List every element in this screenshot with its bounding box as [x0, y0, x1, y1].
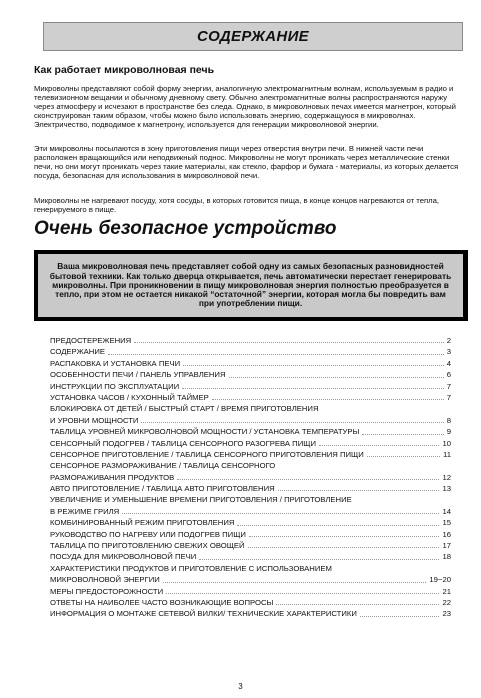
toc-entry — [50, 335, 451, 346]
toc-entry-page: 11 — [443, 449, 451, 459]
toc-entry — [50, 426, 451, 437]
toc-entry — [50, 540, 451, 551]
toc-entry-title: СЕНСОРНЫЙ ПОДОГРЕВ / ТАБЛИЦА СЕНСОРНОГО РАЗОГРЕВА ПИЩИ — [50, 438, 316, 448]
toc-leader-dots — [278, 490, 440, 491]
toc-leader-dots — [163, 582, 427, 583]
toc-entry-title: СОДЕРЖАНИЕ — [50, 347, 105, 357]
toc-entry — [50, 563, 451, 574]
toc-entry-title: СЕНСОРНОЕ ПРИГОТОВЛЕНИЕ / ТАБЛИЦА СЕНСОРНОГО ПРИГОТОВЛЕНИЯ ПИЩИ — [50, 449, 364, 459]
toc-entry — [50, 415, 451, 426]
toc-leader-dots — [249, 536, 440, 537]
page-number: 3 — [238, 682, 243, 691]
toc-entry-page: 7 — [446, 392, 451, 402]
toc-entry-title: РАСПАКОВКА И УСТАНОВКА ПЕЧИ — [50, 358, 181, 368]
toc-entry-page: 8 — [446, 415, 451, 425]
toc-leader-dots — [108, 354, 444, 355]
toc-entry-page: 13 — [442, 484, 451, 494]
toc-entry — [50, 586, 451, 597]
toc-entry-page: 3 — [446, 347, 451, 357]
toc-entry-page: 9 — [446, 427, 451, 437]
toc-leader-dots — [229, 377, 444, 378]
toc-leader-dots — [166, 593, 439, 594]
toc-entry-page: 21 — [442, 586, 451, 596]
paragraph-1: Микроволны представляют собой форму энергии, аналогичную электромагнитным волнам, используемым в радио и телевизионном вещании и обычному дневному свету. Обычно электромагнитные волны распространяются наружу через атмосферу и исчезают в пространстве без следа. Однако, в микроволновых печах имеется магнетрон, который сконструирован таким образом, чтобы можно было использовать энергию, содержащуюся в микроволнах. Электричество, подводимое к магнетрону, используется для генерации микроволновой энергии. — [34, 84, 456, 129]
toc-entry-title: ТАБЛИЦА ПО ПРИГОТОВЛЕНИЮ СВЕЖИХ ОВОЩЕЙ — [50, 541, 245, 551]
toc-entry — [50, 403, 451, 414]
toc-leader-dots — [212, 399, 444, 400]
toc-leader-dots — [319, 445, 439, 446]
toc-entry-title: АВТО ПРИГОТОВЛЕНИЕ / ТАБЛИЦА АВТО ПРИГОТОВЛЕНИЯ — [50, 484, 275, 494]
toc-entry — [50, 608, 451, 619]
page-title-banner — [43, 22, 463, 51]
toc-entry-title: ИНСТРУКЦИИ ПО ЭКСПЛУАТАЦИИ — [50, 381, 180, 391]
paragraph-2: Эти микроволны посылаются в зону приготовления пищи через отверстия внутри печи. В нижней части печи расположен вращающийся или неподвижный поднос. Микроволны не могут проникать через металлические стенки печи, но они могут проникать через такие материалы, как стекло, фарфор и бумага - материалы, из которых делается посуда, безопасная для использования в микроволновой печи. — [34, 144, 459, 180]
toc-entry-title: ХАРАКТЕРИСТИКИ ПРОДУКТОВ И ПРИГОТОВЛЕНИЕ С ИСПОЛЬЗОВАНИЕМ — [50, 563, 332, 573]
toc-leader-dots — [237, 525, 439, 526]
toc-entry — [50, 449, 451, 460]
toc-entry-title: УСТАНОВКА ЧАСОВ / КУХОННЫЙ ТАЙМЕР — [50, 392, 209, 402]
toc-entry-page: 17 — [442, 541, 451, 551]
toc-leader-dots — [276, 604, 439, 605]
toc-entry — [50, 483, 451, 494]
toc-entry — [50, 438, 451, 449]
section-heading-safe-device: Очень безопасное устройство — [34, 218, 337, 239]
toc-entry-page: 6 — [446, 370, 451, 380]
toc-entry-title: В РЕЖИМЕ ГРИЛЯ — [50, 506, 120, 516]
toc-entry-page: 14 — [442, 506, 451, 516]
toc-entry-page: 7 — [446, 381, 451, 391]
toc-entry-title: ПОСУДА ДЛЯ МИКРОВОЛНОВОЙ ПЕЧИ — [50, 552, 197, 562]
toc-entry-page: 2 — [446, 335, 451, 345]
toc-entry-title: РАЗМОРАЖИВАНИЯ ПРОДУКТОВ — [50, 472, 175, 482]
toc-leader-dots — [367, 456, 440, 457]
toc-entry-title: ПРЕДОСТЕРЕЖЕНИЯ — [50, 335, 132, 345]
toc-entry — [50, 346, 451, 357]
toc-entry — [50, 529, 451, 540]
toc-entry-title: РУКОВОДСТВО ПО НАГРЕВУ ИЛИ ПОДОГРЕВ ПИЩИ — [50, 529, 246, 539]
toc-entry-page: 19~20 — [429, 575, 451, 585]
toc-entry-title: МЕРЫ ПРЕДОСТОРОЖНОСТИ — [50, 586, 164, 596]
toc-leader-dots — [362, 434, 443, 435]
toc-entry-page: 10 — [442, 438, 451, 448]
toc-leader-dots — [134, 342, 444, 343]
toc-entry — [50, 517, 451, 528]
toc-leader-dots — [183, 365, 444, 366]
section-heading-how-it-works: Как работает микроволновая печь — [34, 64, 215, 76]
toc-entry-title: И УРОВНИ МОЩНОСТИ — [50, 415, 139, 425]
toc-entry-page: 15 — [442, 518, 451, 528]
toc-entry-page: 22 — [442, 597, 451, 607]
toc-entry-page: 12 — [442, 472, 451, 482]
toc-entry-title: ОТВЕТЫ НА НАИБОЛЕЕ ЧАСТО ВОЗНИКАЮЩИЕ ВОПРОСЫ — [50, 597, 274, 607]
toc-entry — [50, 369, 451, 380]
toc-entry-page: 4 — [446, 358, 451, 368]
toc-entry — [50, 472, 451, 483]
toc-entry-title: МИКРОВОЛНОВОЙ ЭНЕРГИИ — [50, 575, 160, 585]
toc-entry-page: 18 — [442, 552, 451, 562]
toc-entry-title: ИНФОРМАЦИЯ О МОНТАЖЕ СЕТЕВОЙ ВИЛКИ/ ТЕХНИЧЕСКИЕ ХАРАКТЕРИСТИКИ — [50, 609, 357, 619]
safety-notice-box — [34, 250, 468, 321]
table-of-contents — [50, 335, 451, 620]
toc-entry — [50, 358, 451, 369]
toc-entry-page: 23 — [442, 609, 451, 619]
toc-leader-dots — [141, 422, 443, 423]
toc-leader-dots — [182, 388, 444, 389]
toc-entry-page: 16 — [442, 529, 451, 539]
safety-notice-text: Ваша микроволновая печь представляет собой одну из самых безопасных разновидностей бытовой техники. Как только дверца открывается, печь автоматически перестает генерировать микроволны. При проникновении в пищу микроволновая энергия полностью преобразуется в тепло, при этом не остается никакой “остаточной” энергии, которая могла бы повредить вам при употреблении пищи. — [38, 254, 463, 317]
toc-entry — [50, 574, 451, 585]
toc-entry — [50, 506, 451, 517]
toc-entry — [50, 381, 451, 392]
toc-entry-title: БЛОКИРОВКА ОТ ДЕТЕЙ / БЫСТРЫЙ СТАРТ / ВРЕМЯ ПРИГОТОВЛЕНИЯ — [50, 404, 319, 414]
toc-entry — [50, 392, 451, 403]
toc-entry — [50, 460, 451, 471]
page-title: СОДЕРЖАНИЕ — [197, 28, 309, 45]
toc-leader-dots — [360, 616, 440, 617]
toc-entry — [50, 551, 451, 562]
toc-leader-dots — [248, 547, 440, 548]
toc-entry-title: КОМБИНИРОВАННЫЙ РЕЖИМ ПРИГОТОВЛЕНИЯ — [50, 518, 235, 528]
toc-entry-title: ОСОБЕННОСТИ ПЕЧИ / ПАНЕЛЬ УПРАВЛЕНИЯ — [50, 370, 226, 380]
toc-leader-dots — [122, 513, 439, 514]
toc-entry-title: ТАБЛИЦА УРОВНЕЙ МИКРОВОЛНОВОЙ МОЩНОСТИ / УСТАНОВКА ТЕМПЕРАТУРЫ — [50, 427, 360, 437]
toc-entry — [50, 597, 451, 608]
toc-leader-dots — [199, 559, 439, 560]
toc-entry-title: СЕНСОРНОЕ РАЗМОРАЖИВАНИЕ / ТАБЛИЦА СЕНСОРНОГО — [50, 461, 276, 471]
toc-entry-title: УВЕЛИЧЕНИЕ И УМЕНЬШЕНИЕ ВРЕМЕНИ ПРИГОТОВЛЕНИЯ / ПРИГОТОВЛЕНИЕ — [50, 495, 352, 505]
paragraph-3: Микроволны не нагревают посуду, хотя сосуды, в которых готовится пища, в конце концов нагреваются от тепла, генерируемого в пище. — [34, 196, 440, 214]
toc-leader-dots — [177, 479, 439, 480]
toc-entry — [50, 494, 451, 505]
